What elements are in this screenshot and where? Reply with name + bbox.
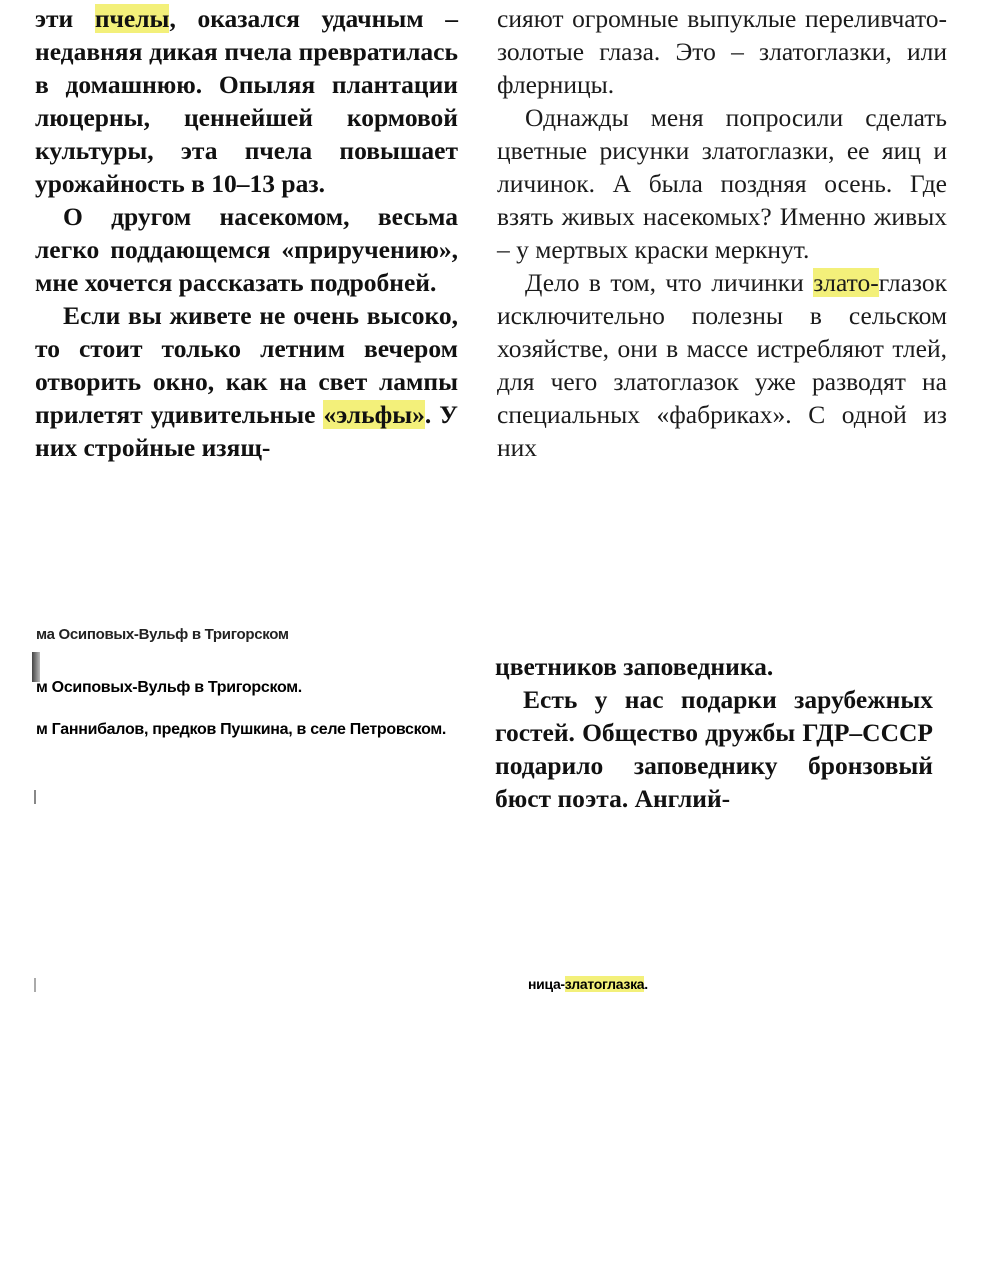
highlighted-word: «эльфы» <box>323 400 425 429</box>
left-paragraph-3 <box>35 299 458 464</box>
left-paragraph-2: О другом насекомом, весьма легко поддающемся «приручению», мне хочется рассказать подробней. <box>35 202 458 297</box>
text-run: ница- <box>528 976 565 992</box>
text-run: Дело в том, что личинки <box>525 268 814 297</box>
highlighted-word: златоглазка <box>564 976 645 992</box>
right-paragraph-2: Однажды меня попросили сделать цветные рисунки златоглазки, ее яиц и личинок. А была поздняя осень. Где взять живых насекомых? Именно живых – у мертвых краски меркнут. <box>497 103 947 264</box>
caption-zlatoglazka <box>528 974 648 994</box>
highlighted-word: пчелы <box>94 4 170 33</box>
right-bottom-line: цветников заповедника. <box>495 652 774 681</box>
caption-petrovskoe: м Ганнибалов, предков Пушкина, в селе Петровском. <box>36 721 447 738</box>
caption-cut-off <box>36 626 336 646</box>
text-run: , оказался удачным – <box>169 4 458 33</box>
right-paragraph-3 <box>497 266 947 464</box>
text-run: недавняя дикая пчела превратилась в домашнюю. Опыляя плантации люцерны, ценнейшей кормовой культуры, эта пчела повышает урожайность в 10–13 раз. <box>35 37 458 198</box>
text-run: . У них стройные изящ- <box>35 400 458 462</box>
caption-cut-text: ма Осиповых-Вульф в Тригорском <box>36 626 289 643</box>
left-column-text <box>35 2 458 488</box>
left-paragraph-1 <box>35 2 458 200</box>
highlighted-word: злато- <box>813 268 879 297</box>
scan-edge-tick <box>34 790 36 804</box>
right-bottom-text <box>495 650 933 815</box>
text-run: . <box>644 976 648 992</box>
caption-trigorskoe: м Осиповых-Вульф в Тригорском. <box>36 679 302 696</box>
right-paragraph-1: сияют огромные выпуклые переливчато-золотые глаза. Это – златоглазки, или флерницы. <box>497 4 947 99</box>
right-column-text <box>497 2 947 488</box>
right-bottom-paragraph: Есть у нас подарки зарубежных гостей. Общество дружбы ГДР–СССР подарило заповеднику бронзовый бюст поэта. Англий- <box>495 685 933 813</box>
text-run: глазок исключительно полезны в сельском хозяйстве, они в массе истребляют тлей, для чего златоглазок уже разводят на специальных «фабриках». С одной из них <box>497 268 947 462</box>
scan-edge-tick <box>34 978 36 992</box>
text-run: Если вы живете не очень высоко, то стоит только летним вечером отворить окно, как на свет лампы прилетят удивительные <box>35 301 458 429</box>
text-run: эти <box>35 4 95 33</box>
